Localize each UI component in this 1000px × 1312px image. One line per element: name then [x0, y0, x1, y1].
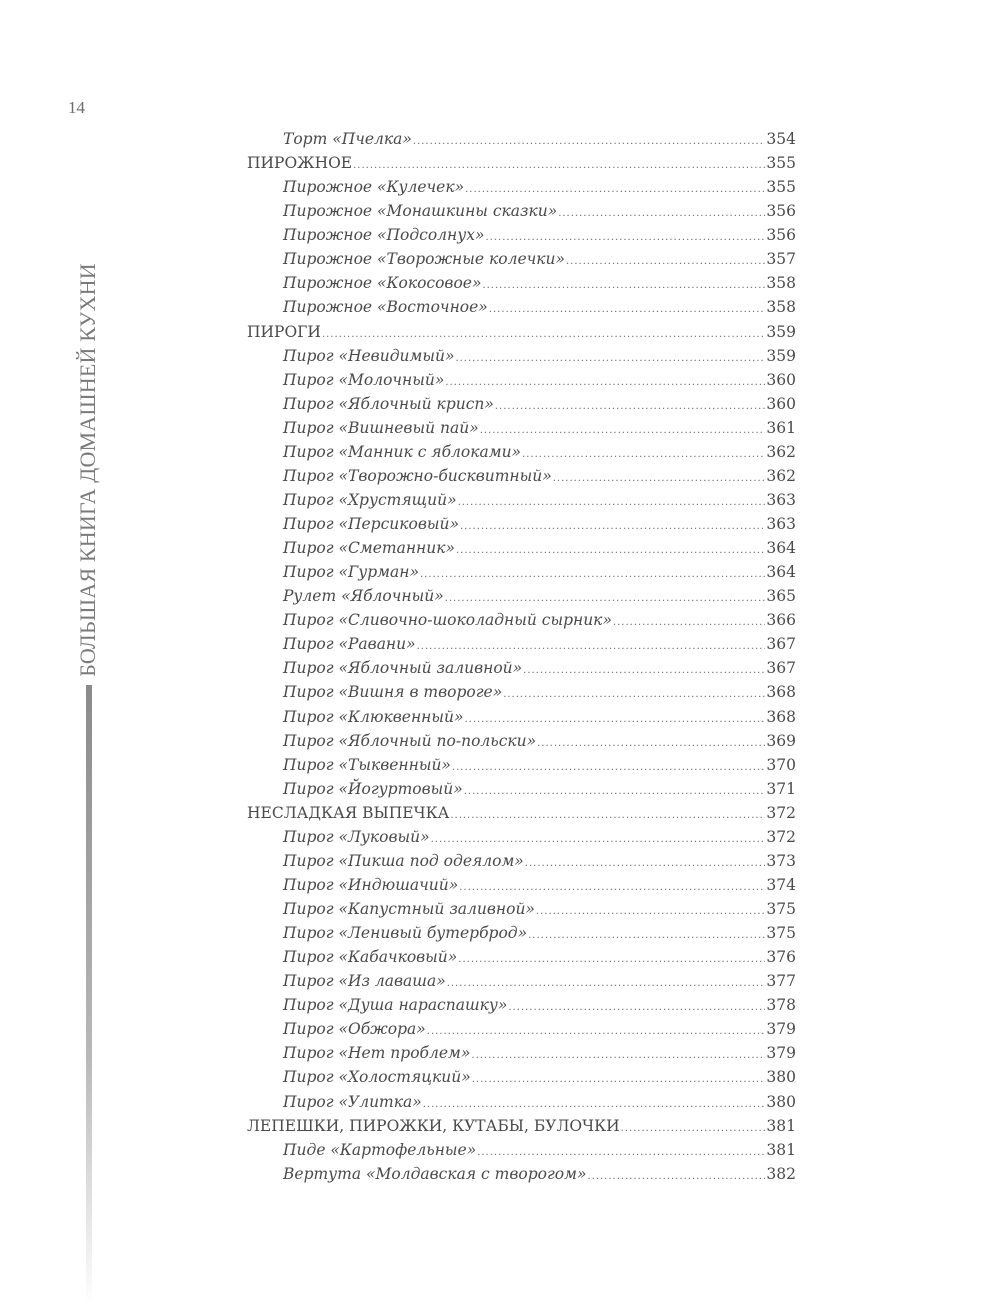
- dot-leader: [464, 780, 766, 804]
- toc-entry[interactable]: [247, 729, 796, 753]
- toc-entry-title: Пирожное «Монашкины сказки»: [283, 202, 558, 221]
- toc-entry-page: 356: [766, 202, 796, 221]
- toc-entry-title: Пирог «Яблочный крисп»: [283, 394, 494, 413]
- toc-section[interactable]: [247, 320, 796, 344]
- dot-leader: [455, 347, 765, 371]
- toc-section[interactable]: [247, 151, 796, 175]
- toc-entry[interactable]: [247, 1090, 796, 1114]
- toc-entry-page: 361: [766, 418, 796, 437]
- toc-entry[interactable]: [247, 873, 796, 897]
- toc-entry-title: Пирог «Равани»: [283, 635, 416, 654]
- toc-entry-page: 358: [766, 298, 796, 317]
- toc-entry-title: Пирог «Холостяцкий»: [283, 1068, 471, 1087]
- toc-entry-title: Пирог «Кабачковый»: [283, 948, 458, 967]
- toc-entry[interactable]: [247, 560, 796, 584]
- toc-entry-title: Пирог «Йогуртовый»: [283, 779, 463, 798]
- toc-entry-title: Пирог «Хрустящий»: [283, 490, 457, 509]
- toc-entry-page: 376: [766, 948, 796, 967]
- toc-entry[interactable]: [247, 271, 796, 295]
- toc-entry[interactable]: [247, 1138, 796, 1162]
- toc-entry-title: Пирог «Невидимый»: [283, 346, 455, 365]
- dot-leader: [460, 515, 765, 539]
- toc-entry-title: Пирог «Из лаваша»: [283, 972, 446, 991]
- toc-entry-page: 355: [766, 178, 796, 197]
- toc-section[interactable]: [247, 1114, 796, 1138]
- dot-leader: [489, 298, 766, 322]
- toc-entry[interactable]: [247, 536, 796, 560]
- toc-entry-title: Пирожное «Кокосовое»: [283, 274, 482, 293]
- dot-leader: [558, 202, 765, 226]
- toc-entry-page: 379: [766, 1020, 796, 1039]
- toc-entry-title: Пирог «Сметанник»: [283, 539, 455, 558]
- toc-entry-page: 371: [766, 779, 796, 798]
- dot-leader: [508, 996, 765, 1020]
- toc-entry-page: 359: [766, 346, 796, 365]
- dot-leader: [566, 250, 765, 274]
- toc-entry[interactable]: [247, 945, 796, 969]
- toc-entry-page: 374: [766, 875, 796, 894]
- toc-entry-title: Пирог «Яблочный заливной»: [283, 659, 523, 678]
- toc-entry-title: Пирог «Вишневый пай»: [283, 418, 479, 437]
- toc-entry-page: 364: [766, 563, 796, 582]
- toc-entry-page: 362: [766, 466, 796, 485]
- toc-entry-title: Пирог «Индюшачий»: [283, 875, 459, 894]
- dot-leader: [420, 563, 765, 587]
- toc-entry-page: 365: [766, 587, 796, 606]
- toc-entry-page: 375: [766, 900, 796, 918]
- toc-entry-title: Пирог «Луковый»: [283, 827, 430, 846]
- toc-entry-page: 368: [766, 683, 796, 702]
- toc-entry[interactable]: [247, 368, 796, 392]
- dot-leader: [613, 611, 765, 635]
- toc-entry-title: Пирог «Сливочно-шоколадный сырник»: [283, 611, 612, 630]
- toc-entry-page: 359: [766, 322, 796, 341]
- toc-entry-page: 380: [766, 1068, 796, 1087]
- dot-leader: [450, 804, 765, 828]
- toc-entry-page: 355: [766, 154, 796, 173]
- toc-entry[interactable]: [247, 199, 796, 223]
- toc-entry-title: Пирог «Улитка»: [283, 1092, 422, 1111]
- toc-entry-title: Пирог «Капустный заливной»: [283, 900, 535, 918]
- toc-entry[interactable]: [247, 849, 796, 873]
- toc-entry[interactable]: [247, 608, 796, 632]
- decorative-side-bar: [86, 685, 92, 1305]
- toc-entry-title: ЛЕПЕШКИ, ПИРОЖКИ, КУТАБЫ, БУЛОЧКИ: [247, 1116, 620, 1135]
- dot-leader: [413, 130, 766, 154]
- toc-entry-title: Пиде «Картофельные»: [283, 1140, 477, 1159]
- toc-entry[interactable]: [247, 993, 796, 1017]
- dot-leader: [522, 443, 765, 467]
- toc-entry[interactable]: [247, 584, 796, 608]
- toc-entry[interactable]: [247, 344, 796, 368]
- dot-leader: [458, 491, 766, 515]
- toc-entry-page: 370: [766, 755, 796, 774]
- toc-entry-page: 364: [766, 539, 796, 558]
- toc-entry-page: 381: [766, 1140, 796, 1159]
- toc-entry-page: 379: [766, 1044, 796, 1063]
- dot-leader: [523, 659, 765, 683]
- toc-entry[interactable]: [247, 464, 796, 488]
- toc-entry-title: Рулет «Яблочный»: [283, 587, 444, 606]
- dot-leader: [482, 274, 765, 298]
- page-number: 14: [68, 98, 85, 117]
- toc-entry-page: 356: [766, 226, 796, 245]
- toc-entry-title: Пирог «Вишня в твороге»: [283, 683, 503, 702]
- dot-leader: [587, 1165, 765, 1189]
- toc-entry-title: Пирог «Обжора»: [283, 1020, 426, 1039]
- toc-entry-title: Пирог «Ленивый бутерброд»: [283, 924, 528, 943]
- dot-leader: [458, 948, 765, 972]
- toc-entry-title: Пирог «Манник с яблоками»: [283, 442, 522, 461]
- toc-entry[interactable]: [247, 753, 796, 777]
- toc-entry[interactable]: [247, 680, 796, 704]
- toc-entry[interactable]: [247, 656, 796, 680]
- table-of-contents: [247, 127, 796, 1186]
- toc-entry[interactable]: [247, 175, 796, 199]
- toc-entry-title: Пирог «Персиковый»: [283, 515, 459, 533]
- toc-entry[interactable]: [247, 127, 796, 151]
- toc-entry[interactable]: [247, 488, 796, 512]
- toc-entry-page: 368: [766, 707, 796, 726]
- dot-leader: [456, 539, 765, 563]
- dot-leader: [621, 1117, 766, 1141]
- toc-entry-page: 367: [766, 659, 796, 678]
- toc-entry-page: 354: [766, 130, 796, 148]
- toc-entry[interactable]: [247, 777, 796, 801]
- toc-entry[interactable]: [247, 1017, 796, 1041]
- toc-entry-page: 372: [766, 827, 796, 846]
- toc-entry-page: 375: [766, 924, 796, 943]
- toc-entry[interactable]: [247, 921, 796, 945]
- toc-entry[interactable]: [247, 440, 796, 464]
- dot-leader: [536, 900, 766, 924]
- book-title-vertical: БОЛЬШАЯ КНИГА ДОМАШНЕЙ КУХНИ: [75, 263, 100, 677]
- dot-leader: [480, 419, 766, 443]
- toc-entry-page: 367: [766, 635, 796, 654]
- toc-entry-title: Вертута «Молдавская с творогом»: [283, 1164, 587, 1183]
- toc-entry[interactable]: [247, 295, 796, 319]
- toc-entry-title: Пирог «Душа нараспашку»: [283, 996, 508, 1015]
- dot-leader: [495, 395, 766, 419]
- toc-entry-title: Пирожное «Восточное»: [283, 298, 488, 317]
- toc-entry[interactable]: [247, 1041, 796, 1065]
- dot-leader: [525, 852, 766, 876]
- toc-entry[interactable]: [247, 512, 796, 536]
- toc-entry-page: 381: [766, 1116, 796, 1135]
- toc-entry-title: ПИРОГИ: [247, 322, 321, 341]
- toc-entry-title: Пирожное «Кулечек»: [283, 178, 465, 197]
- dot-leader: [537, 732, 765, 756]
- toc-entry-title: Пирог «Клюквенный»: [283, 707, 464, 726]
- toc-entry-title: Пирожное «Подсолнух»: [283, 226, 485, 245]
- toc-entry-title: Пирог «Гурман»: [283, 563, 419, 582]
- dot-leader: [503, 683, 765, 707]
- toc-entry-page: 377: [766, 972, 796, 991]
- dot-leader: [553, 467, 766, 491]
- toc-entry-page: 358: [766, 274, 796, 293]
- toc-entry-page: 363: [766, 490, 796, 509]
- dot-leader: [471, 1044, 765, 1068]
- toc-entry-title: Торт «Пчелка»: [283, 130, 412, 148]
- toc-entry-page: 372: [766, 803, 796, 822]
- toc-entry[interactable]: [247, 705, 796, 729]
- toc-entry-title: ПИРОЖНОЕ: [247, 154, 353, 173]
- toc-entry-title: Пирог «Пикша под одеялом»: [283, 851, 524, 870]
- toc-entry[interactable]: [247, 632, 796, 656]
- toc-entry-page: 373: [766, 851, 796, 870]
- toc-entry-title: Пирог «Нет проблем»: [283, 1044, 471, 1063]
- toc-entry-title: Пирог «Творожно-бисквитный»: [283, 466, 552, 485]
- toc-entry-title: Пирог «Яблочный по-польски»: [283, 731, 537, 750]
- toc-entry-title: Пирог «Молочный»: [283, 370, 445, 389]
- toc-entry-title: Пирожное «Творожные колечки»: [283, 250, 565, 269]
- toc-entry-page: 360: [766, 394, 796, 413]
- toc-entry-page: 369: [766, 731, 796, 750]
- toc-entry-page: 382: [766, 1164, 796, 1183]
- toc-section[interactable]: [247, 801, 796, 825]
- toc-entry[interactable]: [247, 1065, 796, 1089]
- toc-entry[interactable]: [247, 247, 796, 271]
- toc-entry[interactable]: [247, 897, 796, 921]
- toc-entry-page: 357: [766, 250, 796, 269]
- toc-entry-page: 362: [766, 442, 796, 461]
- dot-leader: [472, 1068, 766, 1092]
- toc-entry[interactable]: [247, 416, 796, 440]
- toc-entry-page: 360: [766, 370, 796, 389]
- toc-entry[interactable]: [247, 223, 796, 247]
- toc-entry-page: 380: [766, 1092, 796, 1111]
- toc-entry-title: НЕСЛАДКАЯ ВЫПЕЧКА: [247, 803, 450, 822]
- toc-entry[interactable]: [247, 969, 796, 993]
- toc-entry[interactable]: [247, 825, 796, 849]
- toc-entry-page: 366: [766, 611, 796, 630]
- toc-entry-page: 378: [766, 996, 796, 1015]
- dot-leader: [528, 924, 765, 948]
- toc-entry-title: Пирог «Тыквенный»: [283, 755, 451, 774]
- toc-entry[interactable]: [247, 392, 796, 416]
- toc-entry[interactable]: [247, 1162, 796, 1186]
- dot-leader: [427, 1020, 766, 1044]
- toc-entry-page: 363: [766, 515, 796, 533]
- dot-leader: [452, 756, 765, 780]
